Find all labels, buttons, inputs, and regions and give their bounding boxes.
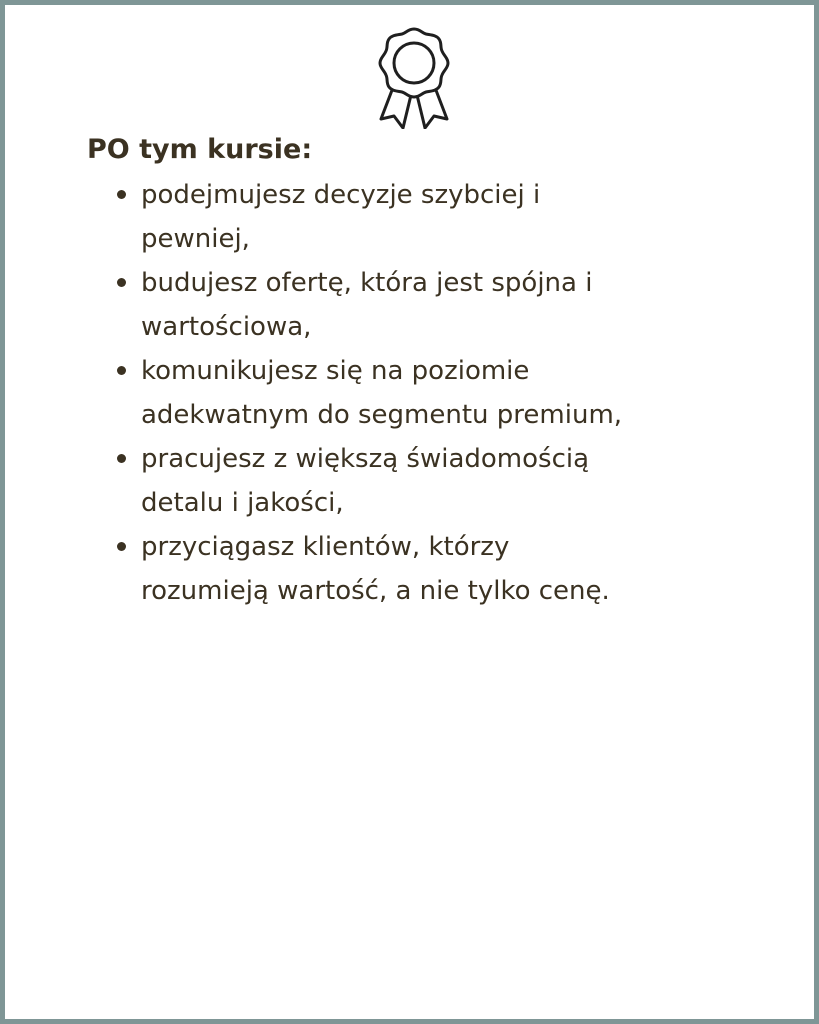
list-item-line: pracujesz z większą świadomością: [141, 444, 590, 474]
list-item-line: komunikujesz się na poziomie: [141, 356, 530, 386]
benefits-list: [115, 173, 755, 613]
bullet-icon: [117, 190, 126, 199]
list-item: [115, 437, 755, 525]
bullet-icon: [117, 366, 126, 375]
list-item-line: adekwatnym do segmentu premium,: [141, 400, 623, 430]
list-item-line: wartościowa,: [141, 312, 312, 342]
list-item: [115, 173, 755, 261]
list-item: [115, 349, 755, 437]
bullet-icon: [117, 542, 126, 551]
list-item-line: podejmujesz decyzje szybciej i: [141, 180, 541, 210]
award-ribbon-icon: [378, 27, 450, 129]
list-item-line: pewniej,: [141, 224, 250, 254]
list-item: [115, 261, 755, 349]
list-item: [115, 525, 755, 613]
bullet-icon: [117, 278, 126, 287]
list-item-line: budujesz ofertę, która jest spójna i: [141, 268, 593, 298]
section-heading: PO tym kursie:: [87, 134, 313, 165]
list-item-line: przyciągasz klientów, którzy: [141, 532, 510, 562]
bullet-icon: [117, 454, 126, 463]
list-item-line: rozumieją wartość, a nie tylko cenę.: [141, 576, 610, 606]
list-item-line: detalu i jakości,: [141, 488, 344, 518]
